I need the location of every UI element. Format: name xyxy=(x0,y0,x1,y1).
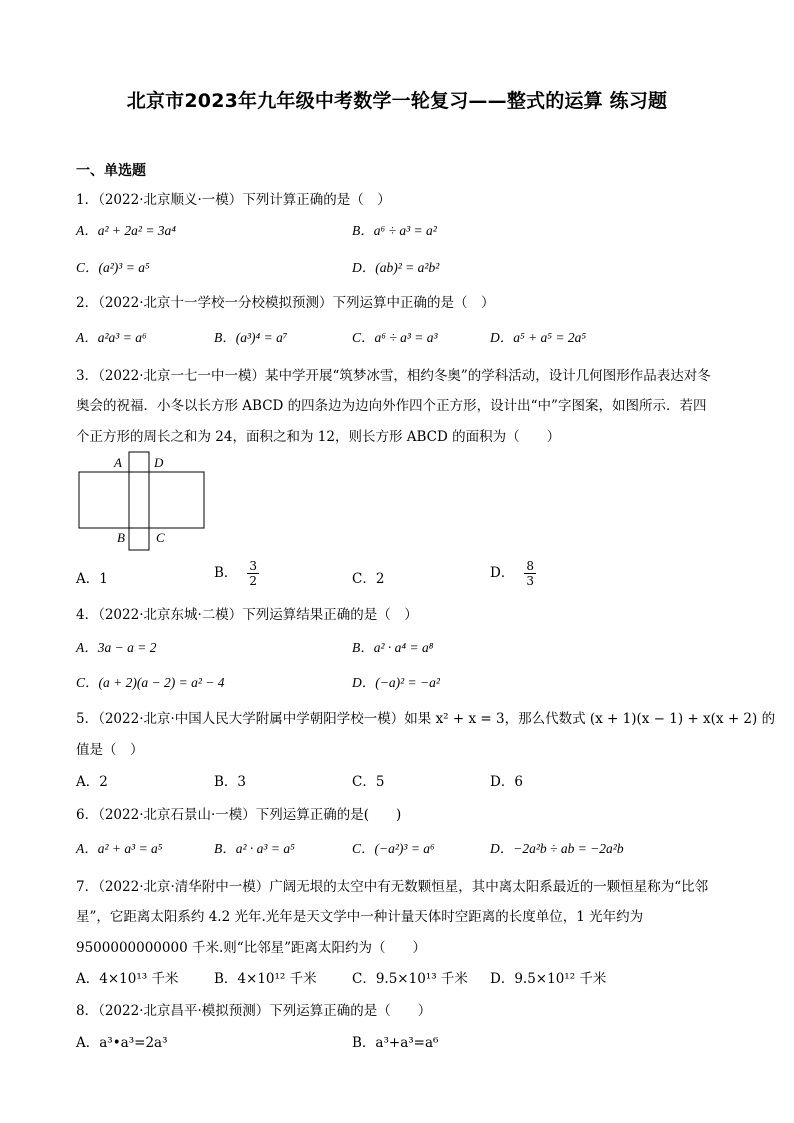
q3-option-b-fraction: $\frac{3}{2}$ xyxy=(249,559,258,588)
q1-option-b: B．a⁶ ÷ a³ = a² xyxy=(352,223,437,238)
q1-option-a: A．a² + 2a² = 3a⁴ xyxy=(76,223,177,238)
q2-option-d: D．a⁵ + a⁵ = 2a⁵ xyxy=(490,330,587,345)
q2-option-b: B．(a³)⁴ = a⁷ xyxy=(214,330,288,345)
question-8-stem: 8．（2022·北京昌平·模拟预测）下列运算正确的是（ ） xyxy=(76,1003,432,1019)
q8-option-a: A．a³•a³=2a³ xyxy=(76,1035,168,1051)
q4-option-c: C．(a + 2)(a − 2) = a² − 4 xyxy=(76,675,225,690)
q3-figure xyxy=(70,448,220,554)
question-7-stem-line-1: 7．（2022·北京·清华附中一模）广阔无垠的太空中有无数颗恒星，其中离太阳系最近的一颗恒星称为“比邻 xyxy=(76,879,709,895)
q5-option-d: D．6 xyxy=(490,774,523,790)
q1-option-c: C．(a²)³ = a⁵ xyxy=(76,260,150,275)
question-3-stem-line-3: 个正方形的周长之和为 24，面积之和为 12，则长方形 ABCD 的面积为（ ） xyxy=(76,429,561,445)
q6-option-d: D．−2a²b ÷ ab = −2a²b xyxy=(490,841,624,856)
question-3-stem-line-2: 奥会的祝福．小冬以长方形 ABCD 的四条边为边向外作四个正方形，设计出“中”字图案，如图所示．若四 xyxy=(76,398,707,414)
q4-option-d: D．(−a)² = −a² xyxy=(352,675,440,690)
question-5-stem-line-1: 5．（2022·北京·中国人民大学附属中学朝阳学校一模）如果 x² + x = 3，那么代数式 (x + 1)(x − 1) + x(x + 2) 的 xyxy=(76,711,776,727)
q1-option-d: D．(ab)² = a²b² xyxy=(352,260,440,275)
question-7-stem-line-2: 星”，它距离太阳系约 4.2 光年.光年是天文学中一种计量天体时空距离的长度单位，1 光年约为 xyxy=(76,909,644,925)
q5-option-c: C．5 xyxy=(352,774,385,790)
q7-option-d: D．9.5×10¹² 千米 xyxy=(490,971,607,987)
q6-option-c: C．(−a²)³ = a⁶ xyxy=(352,841,435,856)
question-1-stem: 1．（2022·北京顺义·一模）下列计算正确的是（ ） xyxy=(76,192,391,208)
q4-option-b: B．a² · a⁴ = a⁸ xyxy=(352,640,434,655)
q3-figure-wide-rectangle xyxy=(79,472,204,528)
q3-label-b: B xyxy=(117,530,125,545)
q3-option-b: B． $\frac{3}{2}$ xyxy=(214,559,258,588)
question-6-stem: 6．（2022·北京石景山·一模）下列运算正确的是( ) xyxy=(76,807,402,823)
q5-option-b: B．3 xyxy=(214,774,247,790)
question-3-stem-line-1: 3．（2022·北京一七一中一模）某中学开展“筑梦冰雪，相约冬奥”的学科活动，设计几何图形作品表达对冬 xyxy=(76,368,711,384)
q2-option-c: C．a⁶ ÷ a³ = a³ xyxy=(352,330,438,345)
q6-option-a: A．a² + a³ = a⁵ xyxy=(76,841,163,856)
question-2-stem: 2．（2022·北京十一学校一分校模拟预测）下列运算中正确的是（ ） xyxy=(76,295,495,311)
q8-option-b: B．a³+a³=a⁶ xyxy=(352,1035,439,1051)
q7-option-b: B．4×10¹² 千米 xyxy=(214,971,317,987)
q2-option-a: A．a²a³ = a⁶ xyxy=(76,330,147,345)
section-heading: 一、单选题 xyxy=(76,163,146,179)
q3-option-d-fraction: $\frac{8}{3}$ xyxy=(526,559,534,588)
q3-label-a: A xyxy=(114,455,122,470)
q7-option-a: A．4×10¹³ 千米 xyxy=(76,971,179,987)
q3-option-d: D． $\frac{8}{3}$ xyxy=(490,559,534,588)
q7-option-c: C．9.5×10¹³ 千米 xyxy=(352,971,468,987)
page-title: 北京市2023年九年级中考数学一轮复习——整式的运算 练习题 xyxy=(126,90,668,112)
q3-label-c: C xyxy=(156,530,165,545)
question-4-stem: 4．（2022·北京东城·二模）下列运算结果正确的是（ ） xyxy=(76,607,418,623)
q4-option-a: A．3a − a = 2 xyxy=(76,640,157,655)
q3-label-d: D xyxy=(154,455,164,470)
question-5-stem-line-2: 值是（ ） xyxy=(76,742,144,758)
q3-option-a: A．1 xyxy=(76,571,108,587)
q6-option-b: B．a² · a³ = a⁵ xyxy=(214,841,295,856)
q3-figure-tall-rectangle xyxy=(129,452,149,550)
q5-option-a: A．2 xyxy=(76,774,108,790)
q3-option-c: C．2 xyxy=(352,571,385,587)
question-7-stem-line-3: 9500000000000 千米.则“比邻星”距离太阳约为（ ） xyxy=(76,940,427,956)
